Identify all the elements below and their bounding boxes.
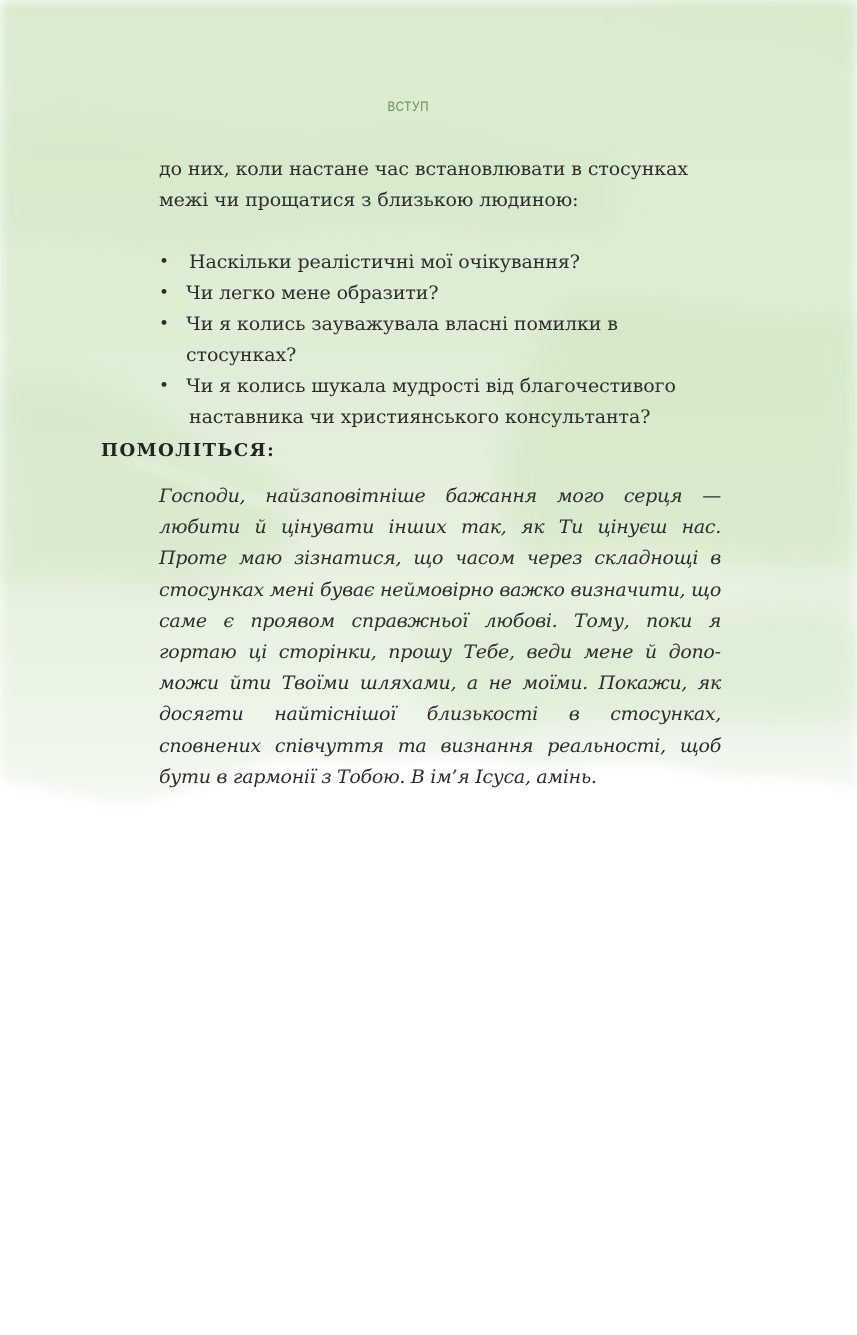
intro-paragraph: до них, коли настане час встановлювати в стосунках межі чи прощатися з близькою людиною: [159, 158, 688, 211]
bullet-icon: • [159, 376, 169, 396]
list-item [159, 309, 729, 371]
question-text: Чи легко мене образити? [186, 282, 439, 304]
list-item [159, 278, 729, 309]
question-text: Чи я колись шукала мудрості від благочестивого наставника чи християнського консультанта? [186, 375, 676, 428]
question-text: Наскільки реалістичні мої очікування? [189, 251, 580, 273]
prayer-paragraph: Господи, найзаповітніше бажання мого серця — любити й цінувати інших так, як Ти цінуєш нас. Проте маю зізнатися, що часом через складнощі в стосунках мені буває неймовірно важко визначити, що саме є проявом справжньої любові. Тому, поки я гортаю ці сторінки, прошу Тебе, веди мене й допоможи йти Твоїми шляхами, а не моїми. Покажи, як досягти найтіснішої близькості в стосунках, сповнених співчуття та визнання реальності, щоб бути в гармонії з Тобою. В ім’я Ісуса, амінь. [159, 485, 721, 788]
question-list [159, 247, 729, 433]
list-item [159, 247, 729, 278]
bullet-icon: • [159, 314, 169, 334]
list-item [159, 371, 729, 433]
bullet-icon: • [159, 252, 169, 272]
bullet-icon: • [159, 283, 169, 303]
pray-heading: ПОМОЛІТЬСЯ: [101, 440, 276, 461]
question-text: Чи я колись зауважувала власні помилки в стосунках? [186, 313, 618, 366]
running-header: ВСТУП [387, 98, 430, 114]
